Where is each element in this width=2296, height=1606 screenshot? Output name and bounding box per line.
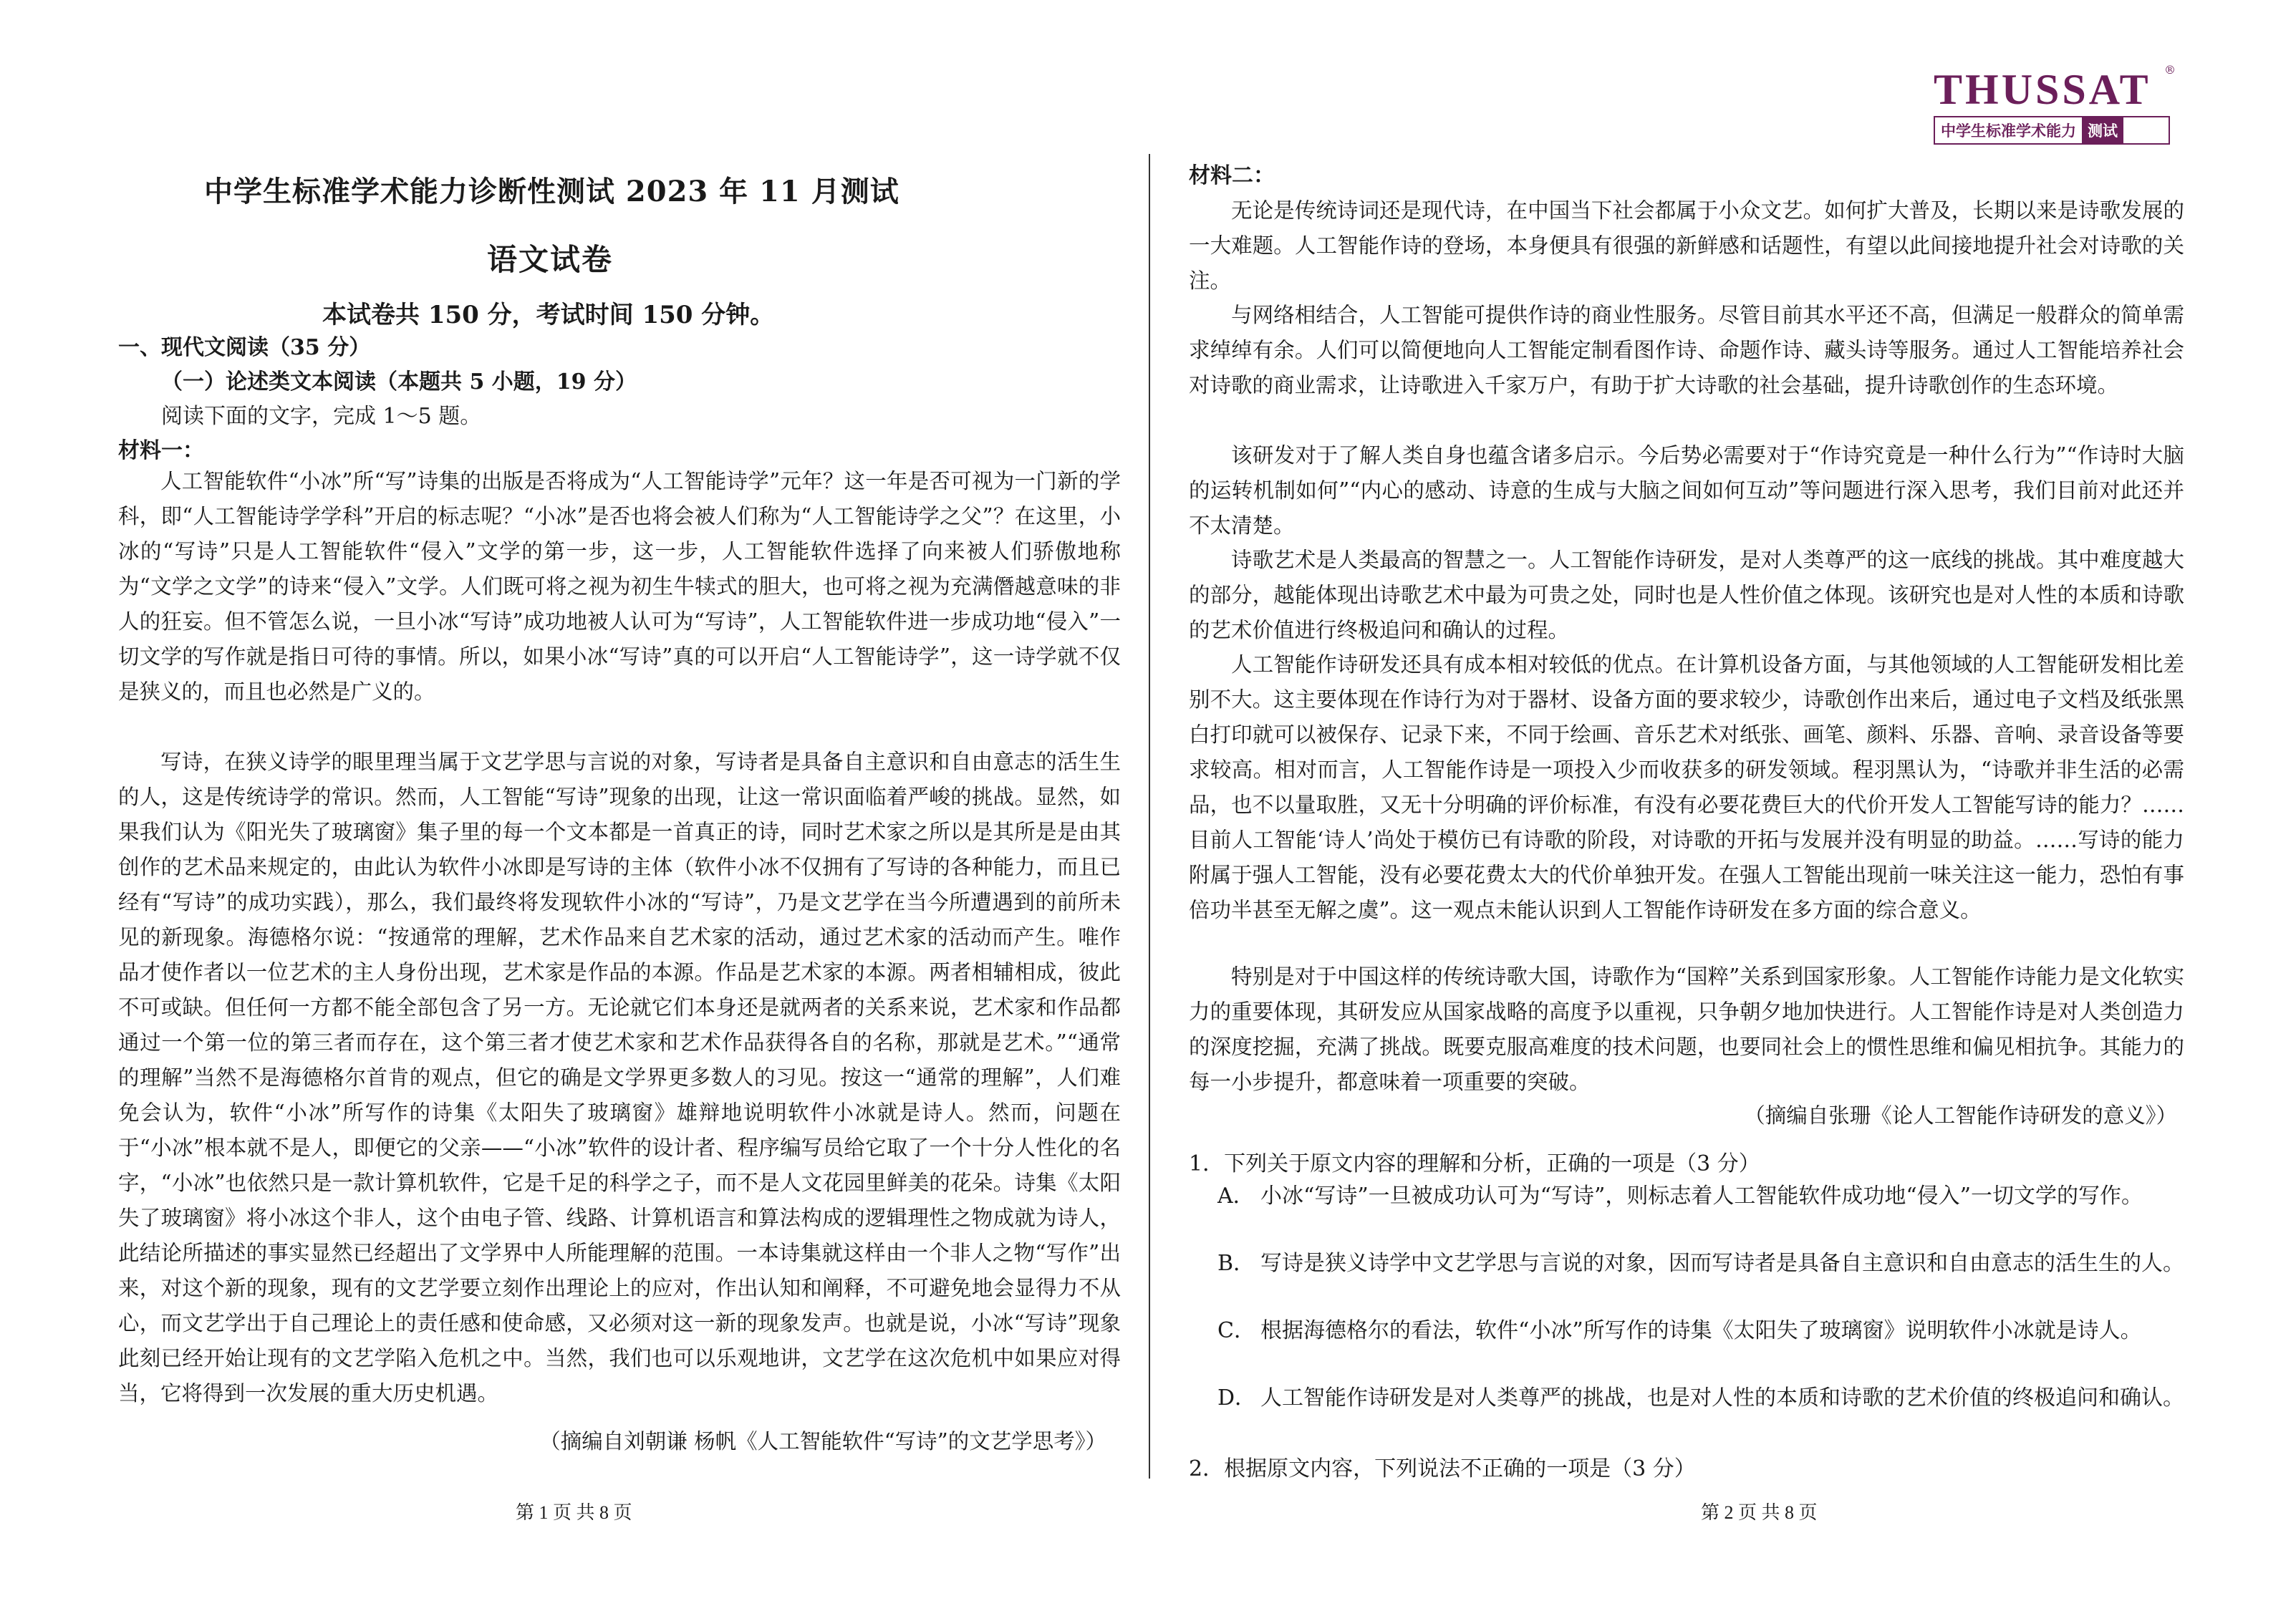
- material2-citation: （摘编自张珊《论人工智能作诗研发的意义》）: [1744, 1103, 2177, 1128]
- reading-instruction: 阅读下面的文字，完成 1～5 题。: [161, 404, 482, 429]
- option-text: 根据海德格尔的看法，软件“小冰”所写作的诗集《太阳失了玻璃窗》说明软件小冰就是诗人。: [1260, 1318, 2142, 1343]
- logo-tagline-tag: 测试: [2082, 117, 2123, 143]
- q1-option-b: [1217, 1247, 2184, 1280]
- option-label: D．: [1217, 1385, 1257, 1411]
- material2-paragraph-2: 与网络相结合，人工智能可提供作诗的商业性服务。尽管目前其水平还不高，但满足一般群众的简单需求绰绰有余。人们可以简便地向人工智能定制看图作诗、命题作诗、藏头诗等服务。通过人工智能培养社会对诗歌的商业需求，让诗歌进入千家万户，有助于扩大诗歌的社会基础，提升诗歌创作的生态环境。: [1189, 303, 2184, 397]
- option-label: C．: [1217, 1318, 1255, 1343]
- logo-wordmark: THUSSAT: [1934, 66, 2151, 113]
- thussat-logo: [1934, 63, 2176, 145]
- material2-paragraph-5: 人工智能作诗研发还具有成本相对较低的优点。在计算机设备方面，与其他领域的人工智能研发相比差别不大。这主要体现在作诗行为对于器材、设备方面的要求较少，诗歌创作出来后，通过电子文档及纸张黑白打印就可以被保存、记录下来，不同于绘画、音乐艺术对纸张、画笔、颜料、乐器、音响、录音设备等要求较高。相对而言，人工智能作诗是一项投入少而收获多的研发领域。程羽黑认为，“诗歌并非生活的必需品，也不以量取胜，又无十分明确的评价标准，有没有必要花费巨大的代价开发人工智能写诗的能力？……目前人工智能‘诗人’尚处于模仿已有诗歌的阶段，对诗歌的开拓与发展并没有明显的助益。……写诗的能力附属于强人工智能，没有必要花费太大的代价单独开发。在强人工智能出现前一味关注这一能力，恐怕有事倍功半甚至无解之虞”。这一观点未能认识到人工智能作诗研发在多方面的综合意义。: [1189, 652, 2184, 922]
- subject-title: 语文试卷: [487, 242, 614, 277]
- material2-paragraph-6: 特别是对于中国这样的传统诗歌大国，诗歌作为“国粹”关系到国家形象。人工智能作诗能力是文化软实力的重要体现，其研发应从国家战略的高度予以重视，只争朝夕地加快进行。人工智能作诗是对人类创造力的深度挖掘，充满了挑战。既要克服高难度的技术问题，也要同社会上的惯性思维和偏见相抗争。其能力的每一小步提升，都意味着一项重要的突破。: [1189, 964, 2184, 1094]
- logo-tagline: [1934, 116, 2170, 145]
- section-heading: 一、现代文阅读（35 分）: [118, 335, 371, 360]
- subsection-heading: （一）论述类文本阅读（本题共 5 小题，19 分）: [161, 369, 637, 395]
- question-1: 1．下列关于原文内容的理解和分析，正确的一项是（3 分）: [1189, 1151, 1760, 1176]
- q1-option-c: [1217, 1315, 2184, 1348]
- option-text: 写诗是狭义诗学中文艺学思与言说的对象，因而写诗者是具备自主意识和自由意志的活生生的人。: [1260, 1251, 2184, 1276]
- q1-option-d: [1217, 1382, 2184, 1415]
- page-number-right: 第 2 页 共 8 页: [1701, 1502, 1818, 1523]
- option-label: A．: [1217, 1184, 1255, 1209]
- material1-citation: （摘编自刘朝谦 杨帆《人工智能软件“写诗”的文艺学思考》）: [539, 1429, 1106, 1453]
- option-label: B．: [1217, 1251, 1255, 1276]
- material2-label: 材料二：: [1189, 163, 1275, 188]
- registered-mark: ®: [2164, 63, 2176, 77]
- material2-paragraph-4: 诗歌艺术是人类最高的智慧之一。人工智能作诗研发，是对人类尊严的这一底线的挑战。其中难度越大的部分，越能体现出诗歌艺术中最为可贵之处，同时也是人性价值之体现。该研究也是对人性的本质和诗歌的艺术价值进行终极追问和确认的过程。: [1189, 548, 2184, 642]
- question-2: 2．根据原文内容，下列说法不正确的一项是（3 分）: [1189, 1456, 1696, 1481]
- page-number-left: 第 1 页 共 8 页: [516, 1502, 632, 1523]
- exam-note: 本试卷共 150 分，考试时间 150 分钟。: [322, 301, 775, 329]
- option-text: 人工智能作诗研发是对人类尊严的挑战，也是对人性的本质和诗歌的艺术价值的终极追问和确认。: [1260, 1385, 2184, 1411]
- exam-title: 中学生标准学术能力诊断性测试 2023 年 11 月测试: [204, 175, 899, 208]
- material1-paragraph-2: 写诗，在狭义诗学的眼里理当属于文艺学思与言说的对象，写诗者是具备自主意识和自由意志的活生生的人，这是传统诗学的常识。然而，人工智能“写诗”现象的出现，让这一常识面临着严峻的挑战。显然，如果我们认为《阳光失了玻璃窗》集子里的每一个文本都是一首真正的诗，同时艺术家之所以是其所是是由其创作的艺术品来规定的，由此认为软件小冰即是写诗的主体（软件小冰不仅拥有了写诗的各种能力，而且已经有“写诗”的成功实践），那么，我们最终将发现软件小冰的“写诗”，乃是文艺学在当今所遭遇到的前所未见的新现象。海德格尔说：“按通常的理解，艺术作品来自艺术家的活动，通过艺术家的活动而产生。唯作品才使作者以一位艺术的主人身份出现，艺术家是作品的本源。作品是艺术家的本源。两者相辅相成，彼此不可或缺。但任何一方都不能全部包含了另一方。无论就它们本身还是就两者的关系来说，艺术家和作品都通过一个第一位的第三者而存在，这个第三者才使艺术家和艺术作品获得各自的名称，那就是艺术。”“通常的理解”当然不是海德格尔首肯的观点，但它的确是文学界更多数人的习见。按这一“通常的理解”，人们难免会认为，软件“小冰”所写作的诗集《太阳失了玻璃窗》雄辩地说明软件小冰就是诗人。然而，问题在于“小冰”根本就不是人，即便它的父亲——“小冰”软件的设计者、程序编写员给它取了一个十分人性化的名字，“小冰”也依然只是一款计算机软件，它是千足的科学之子，而不是人文花园里鲜美的花朵。诗集《太阳失了玻璃窗》将小冰这个非人，这个由电子管、线路、计算机语言和算法构成的逻辑理性之物成就为诗人，此结论所描述的事实显然已经超出了文学界中人所能理解的范围。一本诗集就这样由一个非人之物“写作”出来，对这个新的现象，现有的文艺学要立刻作出理论上的应对，作出认知和阐释，不可避免地会显得力不从心，而文艺学出于自己理论上的责任感和使命感，又必须对这一新的现象发声。也就是说，小冰“写诗”现象此刻已经开始让现有的文艺学陷入危机之中。当然，我们也可以乐观地讲，文艺学在这次危机中如果应对得当，它将得到一次发展的重大历史机遇。: [118, 750, 1121, 1406]
- material2-paragraph-3: 该研发对于了解人类自身也蕴含诸多启示。今后势必需要对于“作诗究竟是一种什么行为”“作诗时大脑的运转机制如何”“内心的感动、诗意的生成与大脑之间如何互动”等问题进行深入思考，我们目前对此还并不太清楚。: [1189, 443, 2184, 538]
- material1-label: 材料一：: [118, 438, 204, 463]
- option-text: 小冰“写诗”一旦被成功认可为“写诗”，则标志着人工智能软件成功地“侵入”一切文学的写作。: [1260, 1184, 2143, 1209]
- q1-option-a: [1217, 1180, 2184, 1213]
- material1-paragraph-1: 人工智能软件“小冰”所“写”诗集的出版是否将成为“人工智能诗学”元年？这一年是否可视为一门新的学科，即“人工智能诗学学科”开启的标志呢？“小冰”是否也将会被人们称为“人工智能诗学之父”？在这里，小冰的“写诗”只是人工智能软件“侵入”文学的第一步，这一步，人工智能软件选择了向来被人们骄傲地称为“文学之文学”的诗来“侵入”文学。人们既可将之视为初生牛犊式的胆大，也可将之视为充满僭越意味的非人的狂妄。但不管怎么说，一旦小冰“写诗”成功地被人认可为“写诗”，人工智能软件进一步成功地“侵入”一切文学的写作就是指日可待的事情。所以，如果小冰“写诗”真的可以开启“人工智能诗学”，这一诗学就不仅是狭义的，而且也必然是广义的。: [118, 469, 1121, 704]
- column-divider: [1149, 154, 1150, 1479]
- logo-tagline-text: 中学生标准学术能力: [1941, 122, 2076, 140]
- material2-paragraph-1: 无论是传统诗词还是现代诗，在中国当下社会都属于小众文艺。如何扩大普及，长期以来是诗歌发展的一大难题。人工智能作诗的登场，本身便具有很强的新鲜感和话题性，有望以此间接地提升社会对诗歌的关注。: [1189, 198, 2184, 293]
